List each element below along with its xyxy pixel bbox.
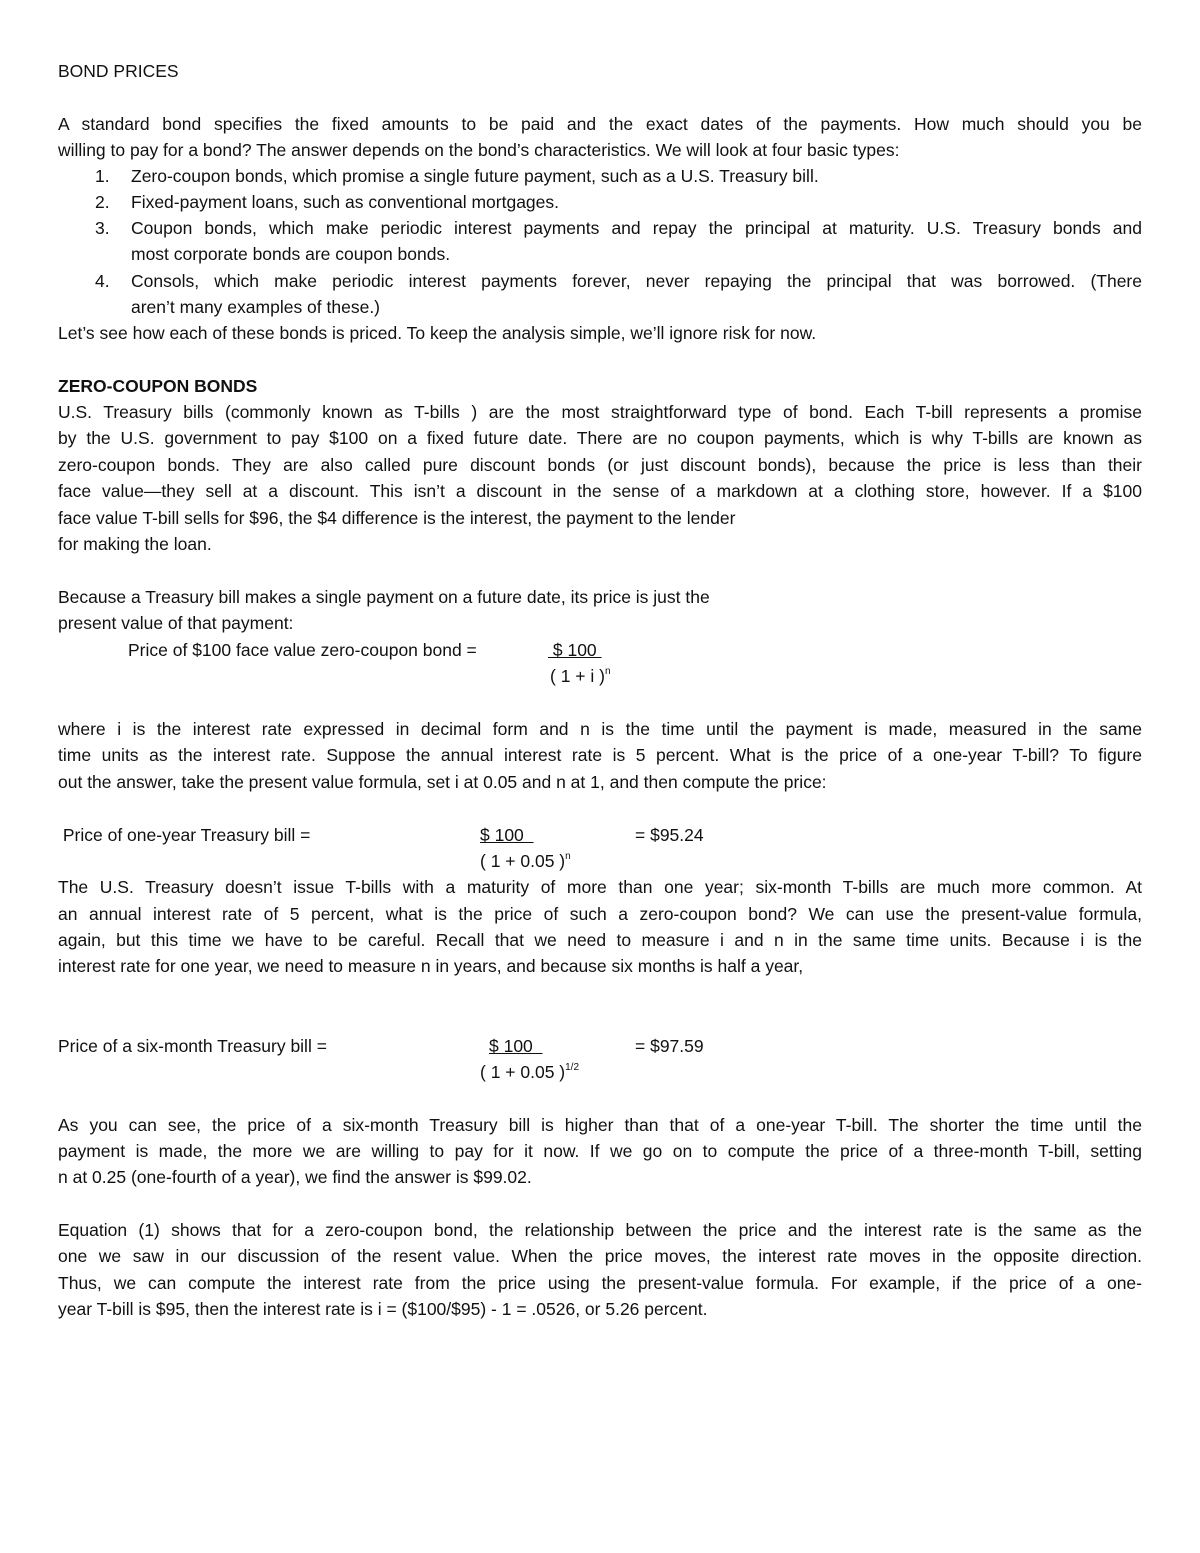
list-item-text: Zero-coupon bonds, which promise a single future payment, such as a U.S. Treasury bill. xyxy=(131,166,819,186)
paragraph-line: face value—they sell at a discount. This isn’t a discount in the sense of a markdown at a clothing store, however. If a $100 xyxy=(58,481,1142,501)
paragraph-line: Thus, we can compute the interest rate from the price using the present-value formula. For example, if the price of a one- xyxy=(58,1273,1142,1293)
paragraph-line: zero-coupon bonds. They are also called pure discount bonds (or just discount bonds), because the price is less than their xyxy=(58,455,1142,475)
paragraph-line: face value T-bill sells for $96, the $4 difference is the interest, the payment to the lender xyxy=(58,508,736,528)
equation-label: Price of a six-month Treasury bill = xyxy=(58,1036,327,1056)
list-item-text: Coupon bonds, which make periodic interest payments and repay the principal at maturity. U.S. Treasury bonds and xyxy=(131,218,1142,238)
paragraph-line: Because a Treasury bill makes a single payment on a future date, its price is just the xyxy=(58,587,710,607)
paragraph-line: Equation (1) shows that for a zero-coupon bond, the relationship between the price and the interest rate is the same as the xyxy=(58,1220,1142,1240)
list-item-text: Consols, which make periodic interest payments forever, never repaying the principal that was borrowed. (There xyxy=(131,271,1142,291)
list-number: 1. xyxy=(95,166,110,186)
paragraph-line: out the answer, take the present value formula, set i at 0.05 and n at 1, and then compute the price: xyxy=(58,772,827,792)
paragraph-line: time units as the interest rate. Suppose the annual interest rate is 5 percent. What is the price of a one-year T-bill? To figure xyxy=(58,745,1142,765)
list-item-text: Fixed-payment loans, such as conventional mortgages. xyxy=(131,192,560,212)
intro-line: willing to pay for a bond? The answer depends on the bond’s characteristics. We will look at four basic types: xyxy=(58,140,900,160)
document-title: BOND PRICES xyxy=(58,61,179,81)
equation-denominator: ( 1 + 0.05 )$^n$ xyxy=(480,851,571,871)
equation-result: = $97.59 xyxy=(635,1036,704,1056)
section-heading: ZERO-COUPON BONDS xyxy=(58,376,258,396)
paragraph-line: by the U.S. government to pay $100 on a fixed future date. There are no coupon payments, which is why T-bills are known as xyxy=(58,428,1142,448)
paragraph-line: The U.S. Treasury doesn’t issue T-bills with a maturity of more than one year; six-month T-bills are much more common. At xyxy=(58,877,1142,897)
paragraph-line: one we saw in our discussion of the resent value. When the price moves, the interest rate moves in the opposite direction. xyxy=(58,1246,1142,1266)
paragraph-line: payment is made, the more we are willing to pay for it now. If we go on to compute the price of a three-month T-bill, setting xyxy=(58,1141,1142,1161)
list-item-text: most corporate bonds are coupon bonds. xyxy=(131,244,451,264)
equation-numerator: $ 100 xyxy=(480,825,534,845)
equation-result: = $95.24 xyxy=(635,825,704,845)
paragraph-line: As you can see, the price of a six-month Treasury bill is higher than that of a one-year T-bill. The shorter the time until the xyxy=(58,1115,1142,1135)
intro-line: A standard bond specifies the fixed amounts to be paid and the exact dates of the payments. How much should you be xyxy=(58,114,1142,134)
list-item-text: aren’t many examples of these.) xyxy=(131,297,381,317)
paragraph-line: again, but this time we have to be careful. Recall that we need to measure i and n in the same time units. Because i is the xyxy=(58,930,1142,950)
paragraph-line: where i is the interest rate expressed in decimal form and n is the time until the payment is made, measured in the same xyxy=(58,719,1142,739)
paragraph-line: U.S. Treasury bills (commonly known as T-bills ) are the most straightforward type of bond. Each T-bill represents a promise xyxy=(58,402,1142,422)
equation-label: Price of one-year Treasury bill = xyxy=(58,825,311,845)
list-number: 3. xyxy=(95,218,110,238)
paragraph-line: present value of that payment: xyxy=(58,613,294,633)
equation-numerator: $ 100 xyxy=(489,1036,543,1056)
paragraph-line: n at 0.25 (one-fourth of a year), we find the answer is $99.02. xyxy=(58,1167,532,1187)
equation-label: Price of $100 face value zero-coupon bond = xyxy=(128,640,477,660)
paragraph-line: year T-bill is $95, then the interest rate is i = ($100/$95) - 1 = .0526, or 5.26 percent. xyxy=(58,1299,708,1319)
list-number: 4. xyxy=(95,271,110,291)
equation-denominator: ( 1 + i )$^n$ xyxy=(550,666,611,686)
paragraph-line: Let’s see how each of these bonds is priced. To keep the analysis simple, we’ll ignore risk for now. xyxy=(58,323,817,343)
paragraph-line: interest rate for one year, we need to measure n in years, and because six months is half a year, xyxy=(58,956,804,976)
paragraph-line: an annual interest rate of 5 percent, what is the price of such a zero-coupon bond? We can use the present-value formula, xyxy=(58,904,1142,924)
list-number: 2. xyxy=(95,192,110,212)
equation-numerator: $ 100 xyxy=(548,640,602,660)
paragraph-line: for making the loan. xyxy=(58,534,212,554)
equation-denominator: ( 1 + 0.05 )$^{1/2}$ xyxy=(480,1062,580,1082)
